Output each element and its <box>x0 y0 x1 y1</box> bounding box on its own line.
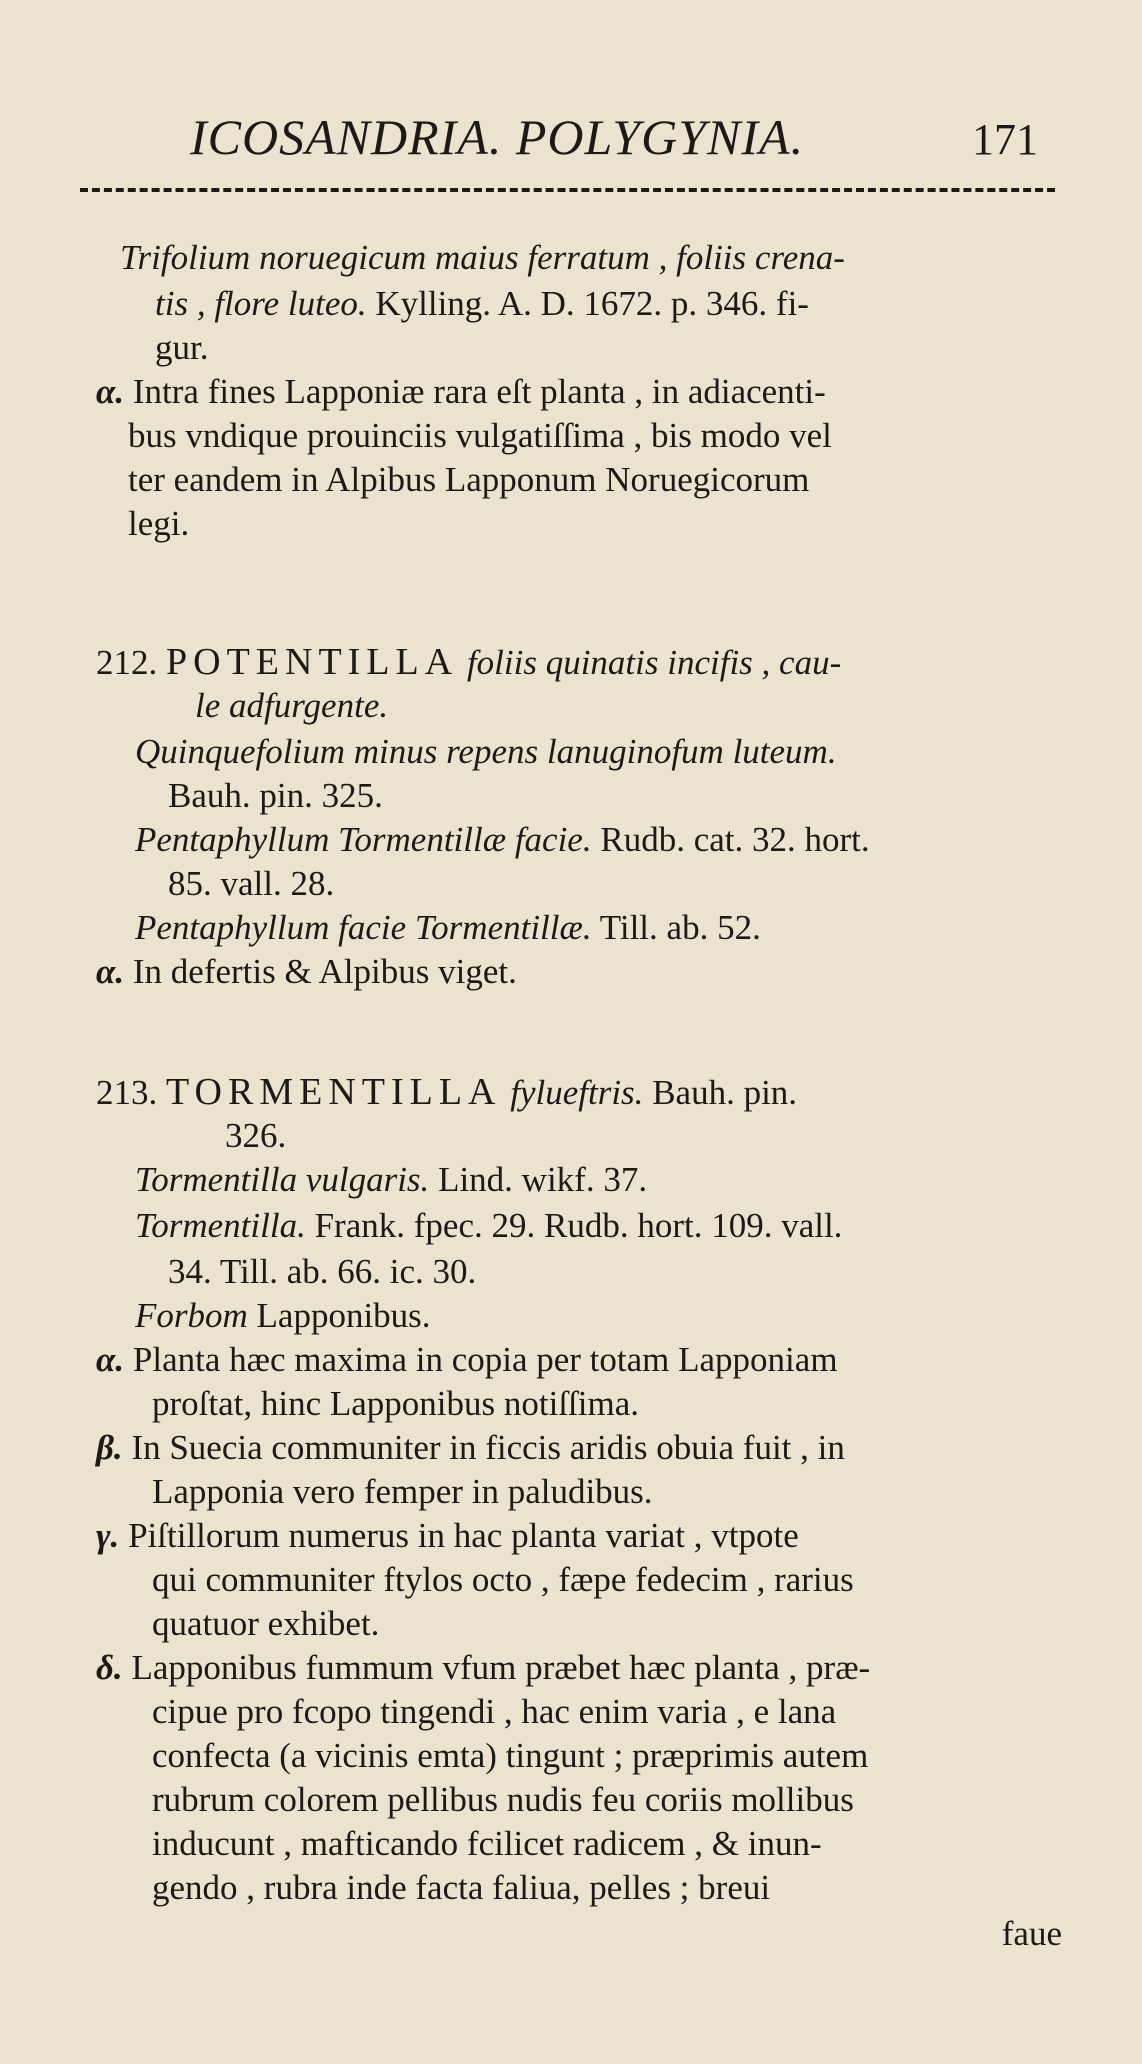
text-run: Trifolium noruegicum maius ferratum , foliis crena- <box>120 238 845 277</box>
text-line <box>155 326 208 370</box>
text-run: β. <box>96 1428 123 1467</box>
text-line <box>168 1250 476 1294</box>
text-line <box>135 906 761 950</box>
text-line <box>135 818 870 862</box>
text-line <box>96 1426 845 1470</box>
text-run: In defertis & Alpibus viget. <box>124 952 517 991</box>
text-line <box>152 1690 836 1734</box>
text-run: proſtat, hinc Lapponibus notiſſima. <box>152 1384 640 1423</box>
text-run: faue <box>1001 1914 1062 1953</box>
text-line <box>96 950 517 994</box>
text-line <box>128 458 809 502</box>
text-line <box>152 1382 639 1426</box>
text-line <box>128 502 189 546</box>
text-run: rubrum colorem pellibus nudis feu coriis mollibus <box>152 1780 854 1819</box>
page-header <box>0 108 1142 168</box>
text-line <box>155 282 809 326</box>
text-run: Bauh. pin. 325. <box>168 776 383 815</box>
text-run: Lapponibus fummum vfum præbet hæc planta , præ- <box>122 1648 871 1687</box>
text-run: α. <box>96 952 125 991</box>
text-line <box>152 1734 868 1778</box>
text-run: Intra fines Lapponiæ rara eſt planta , in adiacenti- <box>124 372 826 411</box>
text-run: Bauh. pin. <box>643 1073 798 1112</box>
text-line <box>195 684 388 728</box>
text-run: 85. vall. 28. <box>168 864 335 903</box>
text-run: 212. <box>96 643 166 682</box>
text-line <box>96 1514 799 1558</box>
text-run: Tormentilla. <box>135 1206 306 1245</box>
text-line <box>120 236 845 280</box>
text-run: 34. Till. ab. 66. ic. 30. <box>168 1252 477 1291</box>
text-run: Lapponibus. <box>247 1296 431 1335</box>
text-run: Pentaphyllum facie Tormentillæ. <box>135 908 592 947</box>
text-run: Frank. fpec. 29. Rudb. hort. 109. vall. <box>305 1206 843 1245</box>
text-run: legi. <box>128 504 190 543</box>
text-run: inducunt , mafticando fcilicet radicem , & inun- <box>152 1824 822 1863</box>
text-line <box>168 862 334 906</box>
text-run: α. <box>96 1340 125 1379</box>
text-run: tis , flore luteo. <box>155 284 367 323</box>
text-run: 213. <box>96 1073 166 1112</box>
text-run: ter eandem in Alpibus Lapponum Noruegicorum <box>128 460 810 499</box>
text-run: Lapponia vero femper in paludibus. <box>152 1472 653 1511</box>
text-line <box>135 1294 431 1338</box>
text-line <box>1002 1912 1062 1956</box>
text-run: Lind. wikf. 37. <box>429 1160 648 1199</box>
text-run: Till. ab. 52. <box>591 908 761 947</box>
text-run: quatuor exhibet. <box>152 1604 380 1643</box>
text-line <box>96 1070 797 1114</box>
text-run: Rudb. cat. 32. hort. <box>591 820 870 859</box>
text-run: Tormentilla vulgaris. <box>135 1160 430 1199</box>
text-run: Piſtillorum numerus in hac planta variat , vtpote <box>119 1516 799 1555</box>
text-run: γ. <box>96 1516 120 1555</box>
text-run: δ. <box>96 1648 123 1687</box>
text-line <box>152 1602 379 1646</box>
text-line <box>96 1646 870 1690</box>
running-title: ICOSANDRIA. POLYGYNIA. <box>190 109 805 165</box>
text-run: 326. <box>225 1116 287 1155</box>
text-line <box>135 730 837 774</box>
text-run: POTENTILLA <box>166 641 459 683</box>
text-run: Forbom <box>135 1296 248 1335</box>
text-run: Planta hæc maxima in copia per totam Lapponiam <box>124 1340 838 1379</box>
text-line <box>96 370 826 414</box>
text-run: gur. <box>155 328 209 367</box>
text-line <box>152 1470 653 1514</box>
text-run: foliis quinatis incifis , cau- <box>458 643 842 682</box>
text-run: Quinquefolium minus repens lanuginofum luteum. <box>135 732 837 771</box>
text-run: Kylling. A. D. 1672. p. 346. fi- <box>366 284 809 323</box>
text-line <box>152 1866 770 1910</box>
text-run: gendo , rubra inde facta faliua, pelles ; breui <box>152 1868 771 1907</box>
text-line <box>96 1338 838 1382</box>
text-line <box>152 1822 822 1866</box>
page-number: 171 <box>972 115 1038 164</box>
text-run: confecta (a vicinis emta) tingunt ; præprimis autem <box>152 1736 869 1775</box>
text-line <box>168 774 383 818</box>
text-run: qui communiter ftylos octo , fæpe fedecim , rarius <box>152 1560 854 1599</box>
text-line <box>135 1204 842 1248</box>
header-rule <box>80 188 1055 192</box>
text-run: α. <box>96 372 125 411</box>
text-run: le adfurgente. <box>195 686 389 725</box>
text-run: fylueftris. <box>501 1073 644 1112</box>
text-run: In Suecia communiter in ficcis aridis obuia fuit , in <box>122 1428 845 1467</box>
text-run: bus vndique prouinciis vulgatiſſima , bis modo vel <box>128 416 832 455</box>
text-run: TORMENTILLA <box>166 1071 502 1113</box>
text-line <box>135 1158 647 1202</box>
text-line <box>152 1778 854 1822</box>
text-line <box>96 640 841 684</box>
text-run: cipue pro fcopo tingendi , hac enim varia , e lana <box>152 1692 837 1731</box>
text-run: Pentaphyllum Tormentillæ facie. <box>135 820 592 859</box>
text-line <box>128 414 832 458</box>
text-line <box>225 1114 286 1158</box>
text-line <box>152 1558 854 1602</box>
